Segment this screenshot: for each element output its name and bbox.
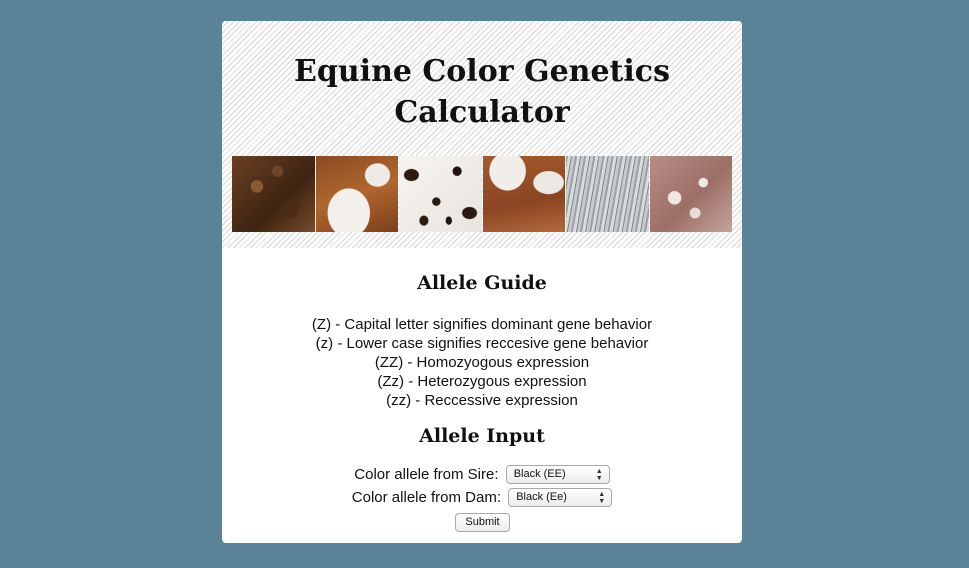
submit-button[interactable]: Submit (455, 513, 510, 532)
appaloosa-leopard-coat-image (399, 156, 482, 232)
sire-row (222, 465, 742, 484)
guide-item-homozygous: (ZZ) - Homozyogous expression (374, 354, 590, 371)
guide-item-recessive-expression: (zz) - Reccessive expression (386, 392, 578, 409)
guide-item-heterozygous: (Zz) - Heterozygous expression (377, 373, 587, 390)
allele-guide-list (222, 315, 742, 410)
title-line-2: Calculator (394, 95, 570, 130)
sire-allele-select[interactable] (506, 465, 610, 484)
calculator-card (222, 21, 742, 543)
dam-selected-value: Black (Ee) (516, 491, 567, 503)
chestnut-pinto-coat-image (316, 156, 399, 232)
allele-guide-title: Allele Guide (417, 272, 547, 294)
dam-label: Color allele from Dam: (351, 489, 502, 506)
sire-label: Color allele from Sire: (354, 466, 499, 483)
guide-item-dominant: (Z) - Capital letter signifies dominant gene behavior (311, 316, 653, 333)
allele-input-title: Allele Input (419, 425, 545, 447)
title-line-1: Equine Color Genetics (294, 54, 670, 89)
strawberry-roan-coat-image (650, 156, 733, 232)
coat-image-strip (232, 156, 732, 232)
guide-item-recessive: (z) - Lower case signifies reccesive gene behavior (315, 335, 649, 352)
select-arrows-icon: ▲ ▼ (598, 491, 606, 505)
dam-allele-select[interactable] (508, 488, 612, 507)
gray-roan-coat-image (566, 156, 649, 232)
chestnut-white-pinto-coat-image (483, 156, 566, 232)
bay-dark-coat-image (232, 156, 315, 232)
sire-selected-value: Black (EE) (513, 468, 566, 480)
header-banner (222, 21, 742, 248)
page-title (222, 51, 742, 133)
select-arrows-icon: ▲ ▼ (595, 468, 603, 482)
dam-row (222, 488, 742, 507)
